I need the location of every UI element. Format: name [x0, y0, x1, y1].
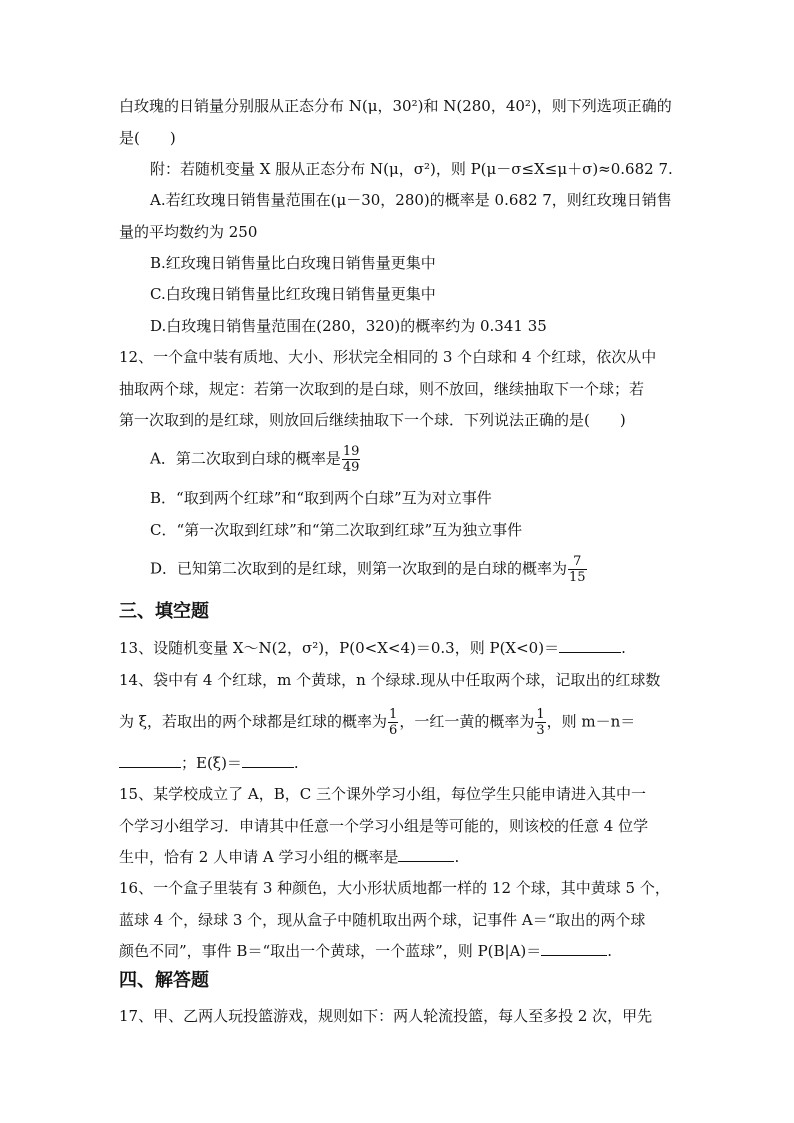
q14-line2-b: ，一红一黄的概率为 — [399, 712, 535, 731]
q12-option-b: B．“取到两个红球”和“取到两个白球”互为对立事件 — [150, 489, 492, 507]
q15-line1: 15、某学校成立了 A，B，C 三个课外学习小组，每位学生只能申请进入其中一 — [119, 785, 646, 803]
q11-option-c: C.白玫瑰日销售量比红玫瑰日销售量更集中 — [150, 285, 436, 303]
q11-note: 附：若随机变量 X 服从正态分布 N(μ，σ²)，则 P(μ－σ≤X≤μ＋σ)≈0.682 7. — [150, 160, 673, 178]
q11-option-a-line1: A.若红玫瑰日销售量范围在(μ－30，280)的概率是 0.682 7，则红玫瑰日销售 — [150, 191, 672, 209]
q14-answer-blank-1[interactable] — [119, 752, 181, 768]
q12-option-d-text: D．已知第二次取到的是红球，则第一次取到的是白球的概率为 — [150, 559, 568, 578]
fraction-denominator: 15 — [569, 570, 586, 585]
fraction-denominator: 49 — [342, 460, 360, 475]
q12-option-d — [150, 554, 588, 585]
q14-line3 — [119, 752, 299, 774]
q12-option-a — [150, 444, 361, 475]
q16-line2: 蓝球 4 个，绿球 3 个，现从盒子中随机取出两个球，记事件 A＝“取出的两个球 — [119, 911, 646, 929]
q12-option-c: C．“第一次取到红球”和“第二次取到红球”互为独立事件 — [150, 521, 523, 539]
q14-line3-end: . — [293, 754, 299, 772]
q11-option-a-line2: 量的平均数约为 250 — [119, 223, 258, 241]
q16-line1: 16、一个盒子里装有 3 种颜色，大小形状质地都一样的 12 个球，其中黄球 5 个， — [119, 879, 670, 897]
q12-line2: 抽取两个球，规定：若第一次取到的是白球，则不放回，继续抽取下一个球；若 — [119, 380, 645, 398]
q15-answer-blank[interactable] — [398, 846, 454, 862]
q16-line3 — [119, 940, 612, 962]
section-heading-fill-in: 三、填空题 — [119, 601, 209, 622]
q15-line3-end: . — [454, 848, 460, 866]
q17-line1: 17、甲、乙两人玩投篮游戏，规则如下：两人轮流投篮，每人至多投 2 次，甲先 — [119, 1007, 653, 1025]
fraction-numerator: 7 — [568, 554, 587, 570]
q12-option-a-text: A．第二次取到白球的概率是 — [150, 449, 341, 468]
q14-line2-a: 为 ξ，若取出的两个球都是红球的概率为 — [119, 712, 388, 731]
q12-option-a-fraction — [342, 444, 361, 475]
fraction-denominator: 6 — [389, 723, 398, 738]
q14-line1: 14、袋中有 4 个红球，m 个黄球，n 个绿球.现从中任取两个球，记取出的红球数 — [119, 671, 661, 689]
q16-line3-a: 颜色不同”，事件 B＝“取出一个黄球，一个蓝球”，则 P(B|A)＝ — [119, 942, 542, 960]
q12-line1: 12、一个盒中装有质地、大小、形状完全相同的 3 个白球和 4 个红球，依次从中 — [119, 348, 657, 366]
q11-option-d: D.白玫瑰日销售量范围在(280，320)的概率约为 0.341 35 — [150, 317, 547, 335]
q15-line3-a: 生中，恰有 2 人申请 A 学习小组的概率是 — [119, 848, 399, 866]
fraction-numerator: 19 — [342, 444, 360, 459]
q13-end: . — [621, 639, 626, 657]
fraction-denominator: 3 — [536, 723, 545, 738]
q14-fraction-2 — [535, 707, 545, 738]
q15-line2: 个学习小组学习．申请其中任意一个学习小组是等可能的，则该校的任意 4 位学 — [119, 817, 649, 835]
q14-line2-c: ，则 m－n＝ — [546, 712, 636, 731]
q14-line3-a: ；E(ξ)＝ — [181, 754, 242, 772]
q11-stem-line1: 白玫瑰的日销量分别服从正态分布 N(μ，30²)和 N(280，40²)，则下列选项正确的 — [119, 97, 672, 115]
q11-stem-line2: 是( ) — [119, 129, 176, 147]
q13-text: 13、设随机变量 X～N(2，σ²)，P(0<X<4)＝0.3，则 P(X<0)＝ — [119, 639, 560, 657]
q16-answer-blank[interactable] — [541, 940, 607, 956]
q12-option-d-fraction — [568, 554, 587, 585]
q14-fraction-1 — [388, 707, 398, 738]
fraction-numerator: 1 — [536, 707, 545, 722]
q14-answer-blank-2[interactable] — [242, 752, 294, 768]
q16-line3-end: . — [607, 942, 613, 960]
q11-option-b: B.红玫瑰日销售量比白玫瑰日销售量更集中 — [150, 254, 436, 272]
q15-line3 — [119, 846, 459, 868]
q12-line3: 第一次取到的是红球，则放回后继续抽取下一个球．下列说法正确的是( ) — [119, 411, 626, 429]
fraction-numerator: 1 — [389, 707, 398, 722]
section-heading-solutions: 四、解答题 — [119, 970, 209, 991]
q13 — [119, 637, 626, 659]
q14-line2 — [119, 707, 635, 738]
q13-answer-blank[interactable] — [559, 637, 621, 653]
